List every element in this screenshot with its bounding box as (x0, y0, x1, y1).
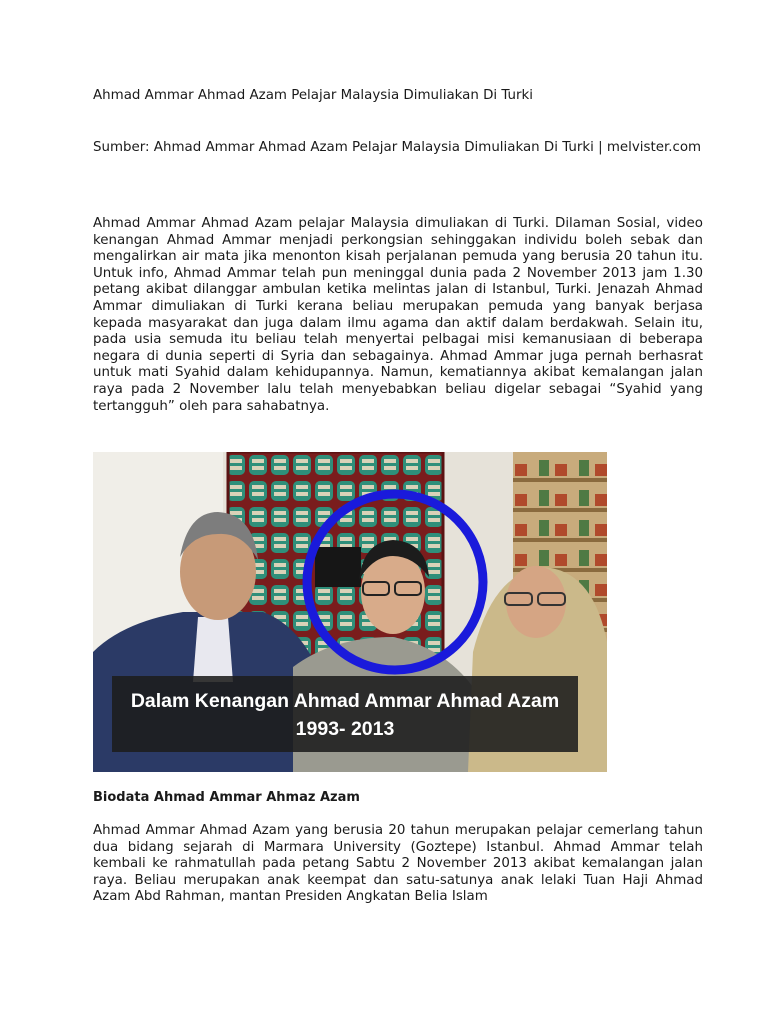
biodata-paragraph: Ahmad Ammar Ahmad Azam yang berusia 20 tahun merupakan pelajar cemerlang tahun dua bidang sejarah di Marmara University (Goztepe) Istanbul. Ahmad Ammar telah kembali ke rahmatullah pada petang Sabtu 2 November 2013 akibat kemalangan jalan raya. Beliau merupakan anak keempat dan satu-satunya anak lelaki Tuan Haji Ahmad Azam Abd Rahman, mantan Presiden Angkatan Belia Islam (93, 823, 703, 905)
photo-caption (112, 676, 578, 752)
biodata-heading: Biodata Ahmad Ammar Ahmaz Azam (93, 790, 360, 805)
caption-years: 1993- 2013 (295, 718, 395, 740)
article-title: Ahmad Ammar Ahmad Azam Pelajar Malaysia Dimuliakan Di Turki (93, 88, 534, 103)
source-line: Sumber: Ahmad Ammar Ahmad Azam Pelajar Malaysia Dimuliakan Di Turki | melvister.com (93, 140, 702, 155)
caption-name: Dalam Kenangan Ahmad Ammar Ahmad Azam (130, 690, 560, 712)
intro-paragraph: Ahmad Ammar Ahmad Azam pelajar Malaysia dimuliakan di Turki. Dilaman Sosial, video kenangan Ahmad Ammar menjadi perkongsian sehinggakan individu boleh sebak dan mengalirkan air mata jika menonton kisah perjalanan pemuda yang berusia 20 tahun itu. Untuk info, Ahmad Ammar telah pun meninggal dunia pada 2 November 2013 jam 1.30 petang akibat dilanggar ambulan ketika melintas jalan di Istanbul, Turki. Jenazah Ahmad Ammar dimuliakan di Turki kerana beliau merupakan pemuda yang banyak berjasa kepada masyarakat dan juga dalam ilmu agama dan aktif dalam berdakwah. Selain itu, pada usia semuda itu beliau telah menyertai pelbagai misi kemanusiaan di beberapa negara di dunia seperti di Syria dan sebagainya. Ahmad Ammar juga pernah berhasrat untuk mati Syahid dalam kehidupannya. Namun, kematiannya akibat kemalangan jalan raya pada 2 November lalu telah menyebabkan beliau digelar sebagai “Syahid yang tertangguh” oleh para sahabatnya. (93, 216, 703, 414)
family-photo (93, 452, 607, 772)
